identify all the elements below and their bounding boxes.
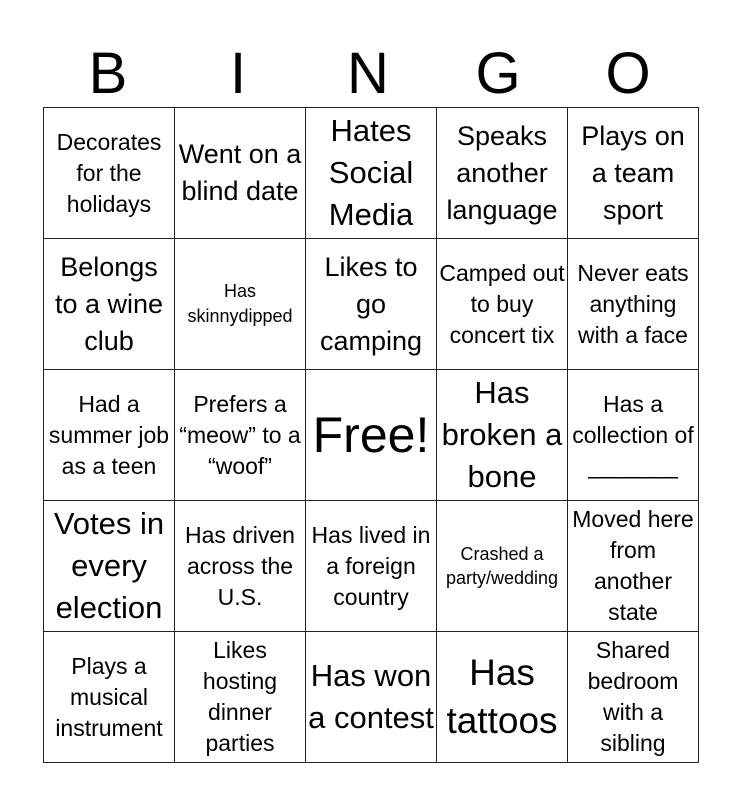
bingo-cell[interactable]: [306, 239, 437, 370]
bingo-cell-label: Has a collection of _______: [572, 390, 694, 479]
bingo-cell[interactable]: [437, 370, 568, 501]
bingo-row: [44, 632, 699, 763]
bingo-cell-label: Plays a musical instrument: [55, 652, 163, 741]
bingo-cell-label: Crashed a party/wedding: [445, 544, 559, 588]
bingo-row: [44, 239, 699, 370]
bingo-cell[interactable]: [44, 632, 175, 763]
bingo-cell-label: Hates Social Media: [328, 113, 414, 232]
bingo-cell[interactable]: [44, 239, 175, 370]
bingo-cell-label: Belongs to a wine club: [54, 251, 164, 356]
bingo-cell[interactable]: [44, 501, 175, 632]
bingo-cell-label: Likes to go camping: [319, 251, 423, 356]
bingo-cell[interactable]: [306, 370, 437, 501]
bingo-cell-label: Moved here from another state: [572, 506, 694, 625]
header-letter-o: O: [605, 41, 651, 106]
header-letter-i: I: [229, 41, 247, 106]
bingo-cell-label: Has broken a bone: [441, 375, 563, 494]
bingo-cell-label: Has won a contest: [308, 658, 434, 735]
bingo-cell[interactable]: [175, 632, 306, 763]
bingo-cell[interactable]: [306, 632, 437, 763]
free-space-label: Free!: [312, 407, 430, 463]
header-letter-n: N: [347, 41, 389, 106]
bingo-cell-label: Has skinnydipped: [187, 281, 293, 326]
bingo-cell-label: Never eats anything with a face: [577, 259, 689, 348]
bingo-cell[interactable]: [175, 501, 306, 632]
bingo-cell[interactable]: [437, 108, 568, 239]
bingo-cell[interactable]: [306, 108, 437, 239]
bingo-cell[interactable]: [175, 108, 306, 239]
bingo-cell-label: Camped out to buy concert tix: [439, 259, 565, 348]
header-letter-b: B: [88, 41, 128, 106]
bingo-cell[interactable]: [437, 632, 568, 763]
bingo-cell[interactable]: [568, 239, 699, 370]
bingo-cell[interactable]: [568, 108, 699, 239]
bingo-cell-label: Speaks another language: [446, 120, 558, 225]
bingo-cell-label: Went on a blind date: [178, 139, 302, 206]
bingo-cell-label: Had a summer job as a teen: [48, 390, 170, 479]
bingo-cell[interactable]: [44, 370, 175, 501]
bingo-header: [43, 40, 693, 108]
bingo-cell[interactable]: [175, 370, 306, 501]
bingo-cell[interactable]: [568, 501, 699, 632]
bingo-cell[interactable]: [306, 501, 437, 632]
bingo-cell-label: Prefers a “meow” to a “woof”: [179, 390, 301, 479]
bingo-cell-label: Shared bedroom with a sibling: [587, 637, 679, 756]
bingo-cell-label: Has lived in a foreign country: [311, 521, 431, 610]
bingo-cell[interactable]: [175, 239, 306, 370]
bingo-cell[interactable]: [437, 239, 568, 370]
bingo-cell[interactable]: [568, 632, 699, 763]
bingo-row: [44, 370, 699, 501]
bingo-cell-label: Votes in every election: [53, 506, 165, 625]
bingo-cell-label: Has tattoos: [446, 652, 558, 741]
bingo-cell[interactable]: [44, 108, 175, 239]
bingo-row: [44, 108, 699, 239]
bingo-cell-label: Likes hosting dinner parties: [202, 637, 278, 756]
header-letter-g: G: [475, 41, 521, 106]
bingo-cell[interactable]: [568, 370, 699, 501]
bingo-row: [44, 501, 699, 632]
bingo-cell-label: Plays on a team sport: [581, 120, 685, 225]
bingo-cell[interactable]: [437, 501, 568, 632]
bingo-cell-label: Decorates for the holidays: [56, 128, 162, 217]
bingo-card-grid: [43, 107, 699, 763]
bingo-cell-label: Has driven across the U.S.: [185, 521, 295, 610]
